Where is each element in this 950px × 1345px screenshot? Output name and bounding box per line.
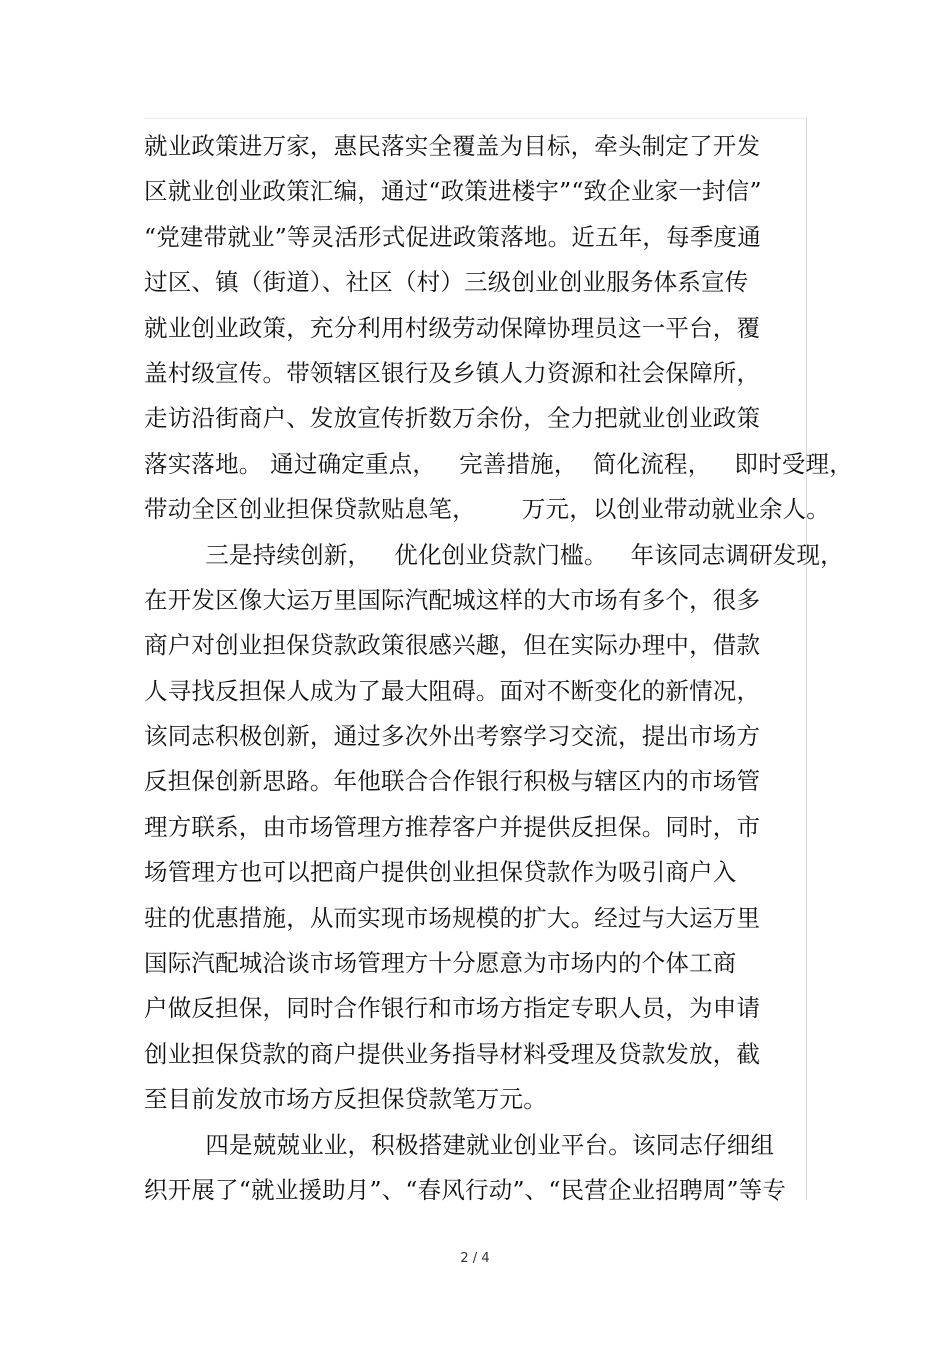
text-line: 织开展了“就业援助月”、“春风行动”、“民营企业招聘周”等专 xyxy=(144,1175,787,1204)
text-line: 落实落地。 通过确定重点， 完善措施， 简化流程， 即时受理， xyxy=(144,449,853,478)
text-line: 人寻找反担保人成为了最大阻碍。面对不断变化的新情况， xyxy=(144,676,761,705)
text-line: 商户对创业担保贷款政策很感兴趣，但在实际办理中，借款 xyxy=(144,631,761,660)
text-line: 反担保创新思路。年他联合合作银行积极与辖区内的市场管 xyxy=(144,767,761,796)
page-number: 2 / 4 xyxy=(460,1251,490,1266)
text-line: 至目前发放市场方反担保贷款笔万元。 xyxy=(144,1085,547,1114)
page-frame-top-border xyxy=(144,118,807,119)
text-line: 该同志积极创新，通过多次外出考察学习交流，提出市场方 xyxy=(144,722,761,751)
text-line: 走访沿街商户、发放宣传折数万余份，全力把就业创业政策 xyxy=(144,404,761,433)
text-line: 创业担保贷款的商户提供业务指导材料受理及贷款发放，截 xyxy=(144,1039,761,1068)
text-line: 户做反担保，同时合作银行和市场方指定专职人员，为申请 xyxy=(144,994,761,1023)
text-line: 盖村级宣传。带领辖区银行及乡镇人力资源和社会保障所， xyxy=(144,358,761,387)
text-line: 理方联系，由市场管理方推荐客户并提供反担保。同时，市 xyxy=(144,812,761,841)
text-line: 就业创业政策，充分利用村级劳动保障协理员这一平台，覆 xyxy=(144,313,761,342)
text-line: 国际汽配城洽谈市场管理方十分愿意为市场内的个体工商 xyxy=(144,949,737,978)
text-line: 在开发区像大运万里国际汽配城这样的大市场有多个，很多 xyxy=(144,585,761,614)
text-line: 区就业创业政策汇编，通过“政策进楼宇”“致企业家一封信” xyxy=(144,177,762,206)
text-line: 驻的优惠措施，从而实现市场规模的扩大。经过与大运万里 xyxy=(144,903,761,932)
document-body xyxy=(144,124,853,1213)
text-line: 带动全区创业担保贷款贴息笔， 万元，以创业带动就业余人。 xyxy=(144,495,830,524)
text-line: 场管理方也可以把商户提供创业担保贷款作为吸引商户入 xyxy=(144,858,737,887)
text-line: 过区、镇（街道）、社区（村）三级创业创业服务体系宣传 xyxy=(144,268,749,297)
text-line: 就业政策进万家，惠民落实全覆盖为目标，牵头制定了开发 xyxy=(144,132,761,160)
paragraph-start-line: 四是兢兢业业，积极搭建就业创业平台。该同志仔细组 xyxy=(144,1130,775,1159)
paragraph-start-line: 三是持续创新， 优化创业贷款门槛。 年该同志调研发现， xyxy=(144,540,844,569)
text-line: “党建带就业”等灵活形式促进政策落地。近五年，每季度通 xyxy=(144,222,761,251)
